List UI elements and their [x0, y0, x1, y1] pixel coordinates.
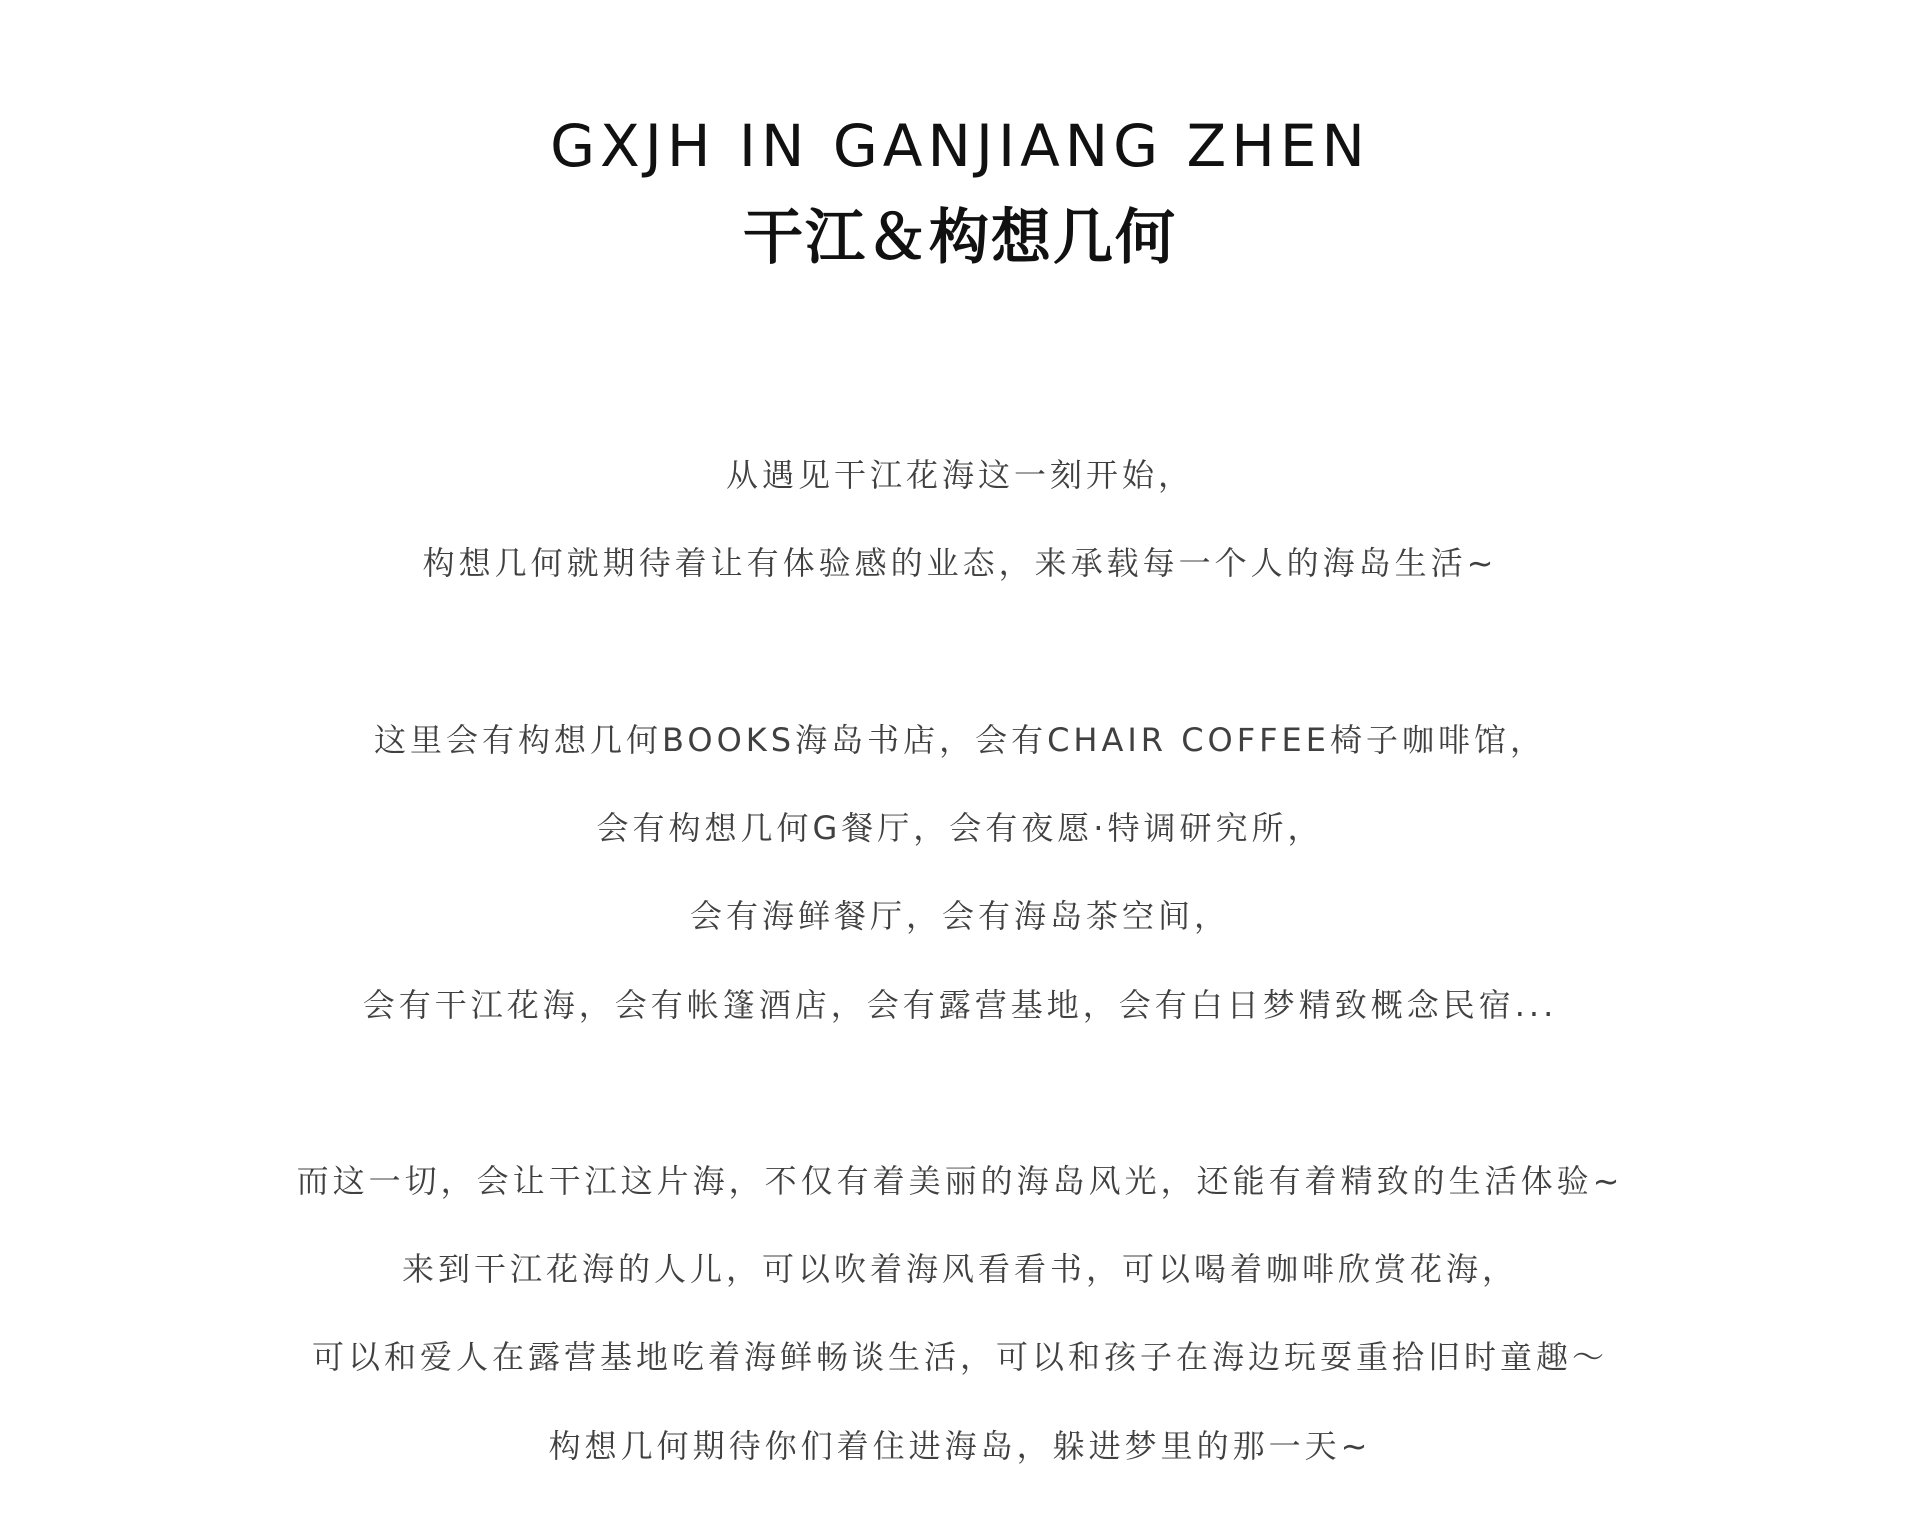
paragraph-3-line-4: 构想几何期待你们着住进海岛，躲进梦里的那一天~: [548, 1427, 1372, 1465]
paragraph-2-line-1: 这里会有构想几何BOOKS海岛书店，会有CHAIR COFFEE椅子咖啡馆，: [374, 721, 1546, 759]
paragraph-2-line-3: 会有海鲜餐厅，会有海岛茶空间，: [689, 897, 1230, 935]
page-title-english: GXJH IN GANJIANG ZHEN: [550, 112, 1370, 180]
paragraph-3-line-3: 可以和爱人在露营基地吃着海鲜畅谈生活，可以和孩子在海边玩耍重拾旧时童趣～: [311, 1338, 1608, 1376]
paragraph-1-line-2: 构想几何就期待着让有体验感的业态，来承载每一个人的海岛生活~: [422, 544, 1498, 582]
paragraph-1-line-1: 从遇见干江花海这一刻开始，: [725, 456, 1194, 494]
paragraph-2-line-4: 会有干江花海，会有帐篷酒店，会有露营基地，会有白日梦精致概念民宿...: [362, 986, 1558, 1024]
paragraph-2-line-2: 会有构想几何G餐厅，会有夜愿·特调研究所，: [596, 809, 1324, 847]
page-title-chinese: 干江＆构想几何: [743, 203, 1177, 273]
paragraph-3-line-1: 而这一切，会让干江这片海，不仅有着美丽的海岛风光，还能有着精致的生活体验~: [296, 1162, 1624, 1200]
paragraph-3-line-2: 来到干江花海的人儿，可以吹着海风看看书，可以喝着咖啡欣赏花海，: [401, 1250, 1518, 1288]
title-block: [0, 102, 1920, 286]
